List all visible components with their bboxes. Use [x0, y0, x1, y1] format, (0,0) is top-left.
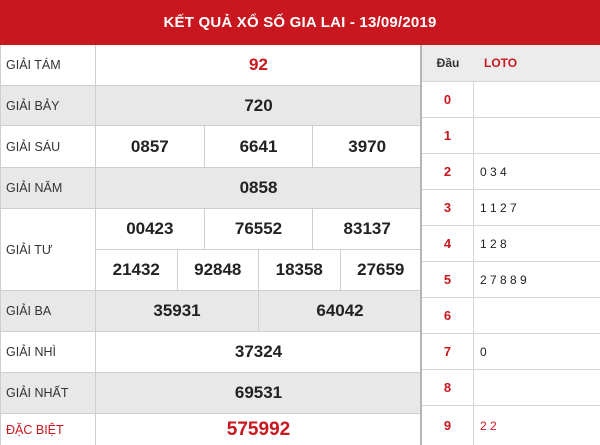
loto-head-digit: 3 — [422, 190, 474, 225]
loto-tails: 1 1 2 7 — [480, 200, 517, 215]
prize-number: 6641 — [205, 126, 314, 167]
prize-number: 21432 — [96, 250, 178, 290]
loto-column-label: LOTO — [484, 56, 518, 70]
results-title: KẾT QUẢ XỔ SỐ GIA LAI - 13/09/2019 — [0, 0, 600, 45]
prize-number: 92 — [249, 55, 268, 74]
loto-row — [422, 261, 600, 297]
head-column-label: Đầu — [436, 56, 460, 70]
prize-label: GIẢI NHẤT — [1, 373, 96, 413]
prize-label: GIẢI TƯ — [1, 209, 96, 290]
prize-number: 27659 — [357, 260, 405, 279]
loto-table — [420, 45, 600, 445]
loto-header — [422, 45, 600, 81]
prize-number: 76552 — [205, 209, 314, 249]
prize-number: 00423 — [96, 209, 205, 249]
prize-number: 35931 — [96, 291, 259, 331]
prize-number: 720 — [244, 95, 273, 115]
prize-row-g3 — [1, 291, 421, 331]
prize-row-g6 — [1, 126, 421, 167]
prize-number: 3970 — [348, 136, 387, 156]
loto-tails: 2 7 8 8 9 — [480, 272, 527, 287]
prize-number: 0857 — [96, 126, 205, 167]
loto-row — [422, 333, 600, 369]
loto-row — [422, 81, 600, 117]
loto-tails: 0 — [480, 344, 487, 359]
prize-number: 69531 — [234, 383, 283, 402]
prize-label: GIẢI NĂM — [1, 168, 96, 208]
loto-row — [422, 297, 600, 333]
prize-number: 18358 — [259, 250, 341, 290]
loto-tails: 1 2 8 — [480, 236, 507, 251]
loto-tails: 2 2 — [480, 418, 497, 433]
prize-row-g8 — [1, 45, 421, 85]
prize-number: 92848 — [178, 250, 260, 290]
prize-label: GIẢI NHÌ — [1, 332, 96, 372]
loto-row — [422, 153, 600, 189]
prize-row-g1 — [1, 373, 421, 413]
prize-row-g2 — [1, 332, 421, 372]
special-prize-number: 575992 — [226, 418, 291, 440]
prize-label: GIẢI SÁU — [1, 126, 96, 167]
prize-label: GIẢI TÁM — [1, 45, 96, 85]
loto-head-digit: 2 — [422, 154, 474, 189]
prize-number: 37324 — [234, 342, 283, 361]
loto-row — [422, 117, 600, 153]
prize-label: GIẢI BẢY — [1, 86, 96, 125]
prize-number: 64042 — [316, 301, 364, 320]
loto-head-digit: 9 — [422, 406, 474, 445]
loto-head-digit: 7 — [422, 334, 474, 369]
prize-row-special — [1, 414, 421, 445]
loto-head-digit: 5 — [422, 262, 474, 297]
results-table — [0, 45, 420, 445]
loto-row — [422, 225, 600, 261]
prize-label: GIẢI BA — [1, 291, 96, 331]
loto-row — [422, 405, 600, 445]
loto-head-digit: 6 — [422, 298, 474, 333]
prize-row-g7 — [1, 86, 421, 125]
prize-label: ĐẶC BIỆT — [1, 414, 96, 445]
loto-head-digit: 1 — [422, 118, 474, 153]
prize-number: 83137 — [343, 219, 391, 238]
prize-row-g5 — [1, 168, 421, 208]
prize-number: 0858 — [239, 178, 278, 197]
loto-head-digit: 8 — [422, 370, 474, 405]
loto-head-digit: 0 — [422, 82, 474, 117]
loto-tails: 0 3 4 — [480, 164, 507, 179]
loto-row — [422, 369, 600, 405]
loto-row — [422, 189, 600, 225]
loto-head-digit: 4 — [422, 226, 474, 261]
